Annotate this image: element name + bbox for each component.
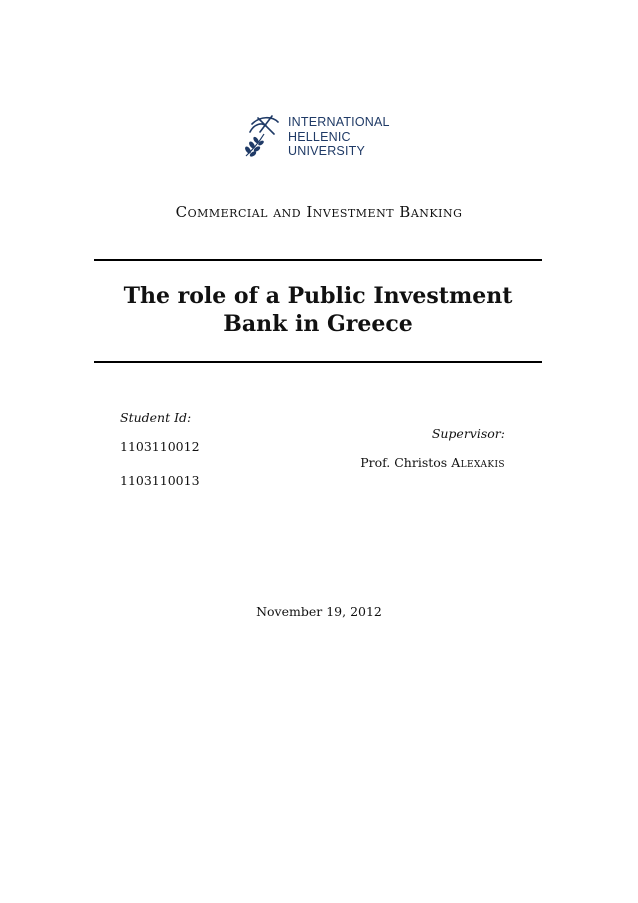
document-date: November 19, 2012 (256, 604, 382, 619)
supervisor-name-prefix: Prof. Christos (360, 455, 448, 470)
supervisor-label: Supervisor: (431, 426, 505, 441)
title-top-rule (94, 259, 542, 261)
title-line-2: Bank in Greece (223, 311, 413, 337)
title-bottom-rule (94, 361, 542, 363)
university-logo (238, 112, 408, 164)
title-line-1: The role of a Public Investment (123, 283, 513, 309)
student-id-1: 1103110012 (120, 439, 200, 454)
university-name-line-1: INTERNATIONAL (288, 115, 390, 129)
student-id-2: 1103110013 (120, 473, 200, 488)
supervisor-name (360, 455, 505, 470)
student-id-label: Student Id: (120, 410, 192, 425)
university-name-line-3: UNIVERSITY (288, 144, 366, 158)
laurel-emblem-icon (238, 112, 288, 162)
supervisor-block (360, 426, 505, 470)
supervisor-surname: Alexakis (451, 455, 505, 470)
university-name-line-2: HELLENIC (288, 129, 351, 144)
document-title (94, 282, 542, 338)
course-name: Commercial and Investment Banking (175, 203, 463, 221)
university-name (288, 115, 390, 159)
